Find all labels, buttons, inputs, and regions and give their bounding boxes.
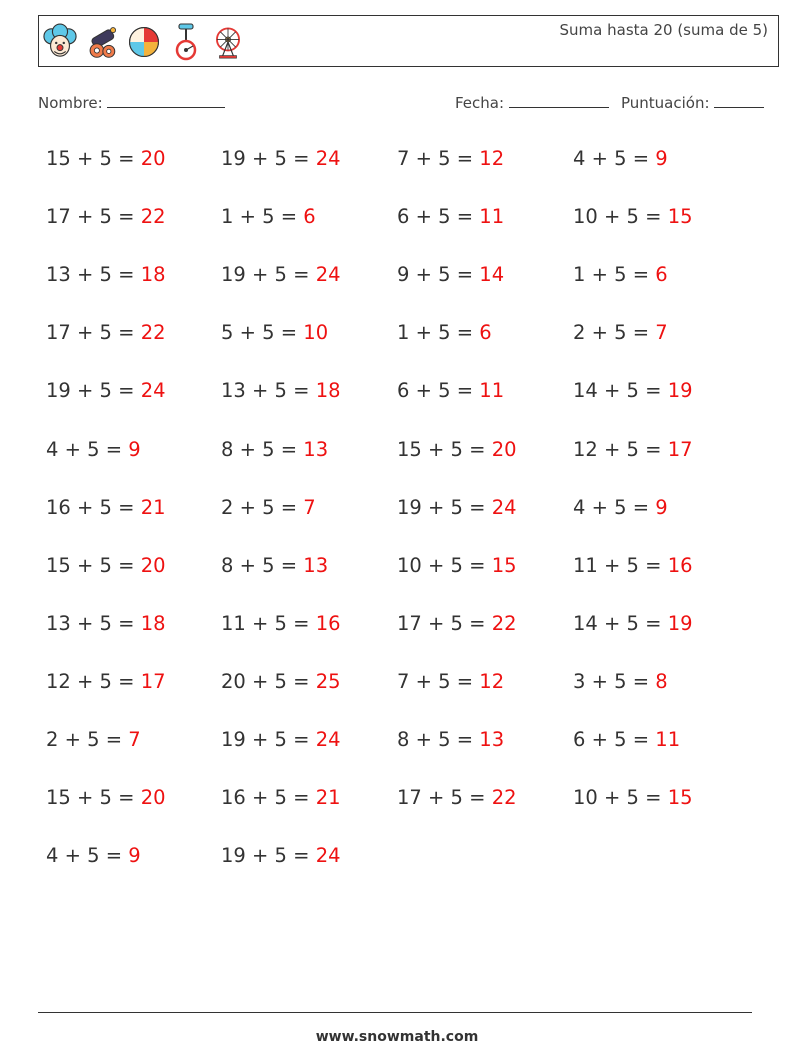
problem-answer: 15 — [491, 553, 517, 577]
problem-answer: 16 — [315, 611, 341, 635]
problem-item — [221, 554, 328, 577]
problem-answer: 13 — [303, 437, 329, 461]
problem-expression: 10 + 5 = — [573, 786, 668, 810]
date-field — [455, 93, 609, 112]
problem-item — [221, 438, 328, 461]
problem-item — [573, 786, 693, 809]
date-label: Fecha: — [455, 94, 505, 112]
problem-item — [397, 321, 492, 344]
problem-answer: 19 — [667, 611, 693, 635]
problem-item — [221, 844, 341, 867]
problem-expression: 17 + 5 = — [46, 205, 141, 229]
problem-expression: 15 + 5 = — [46, 786, 141, 810]
problem-expression: 17 + 5 = — [397, 611, 492, 635]
problem-expression: 1 + 5 = — [397, 321, 480, 345]
problem-answer: 9 — [655, 495, 668, 519]
problem-answer: 22 — [491, 786, 517, 810]
name-field — [38, 93, 225, 112]
problem-item — [46, 379, 166, 402]
footer-url: www.snowmath.com — [315, 1029, 479, 1045]
problem-answer: 18 — [140, 611, 166, 635]
problem-expression: 14 + 5 = — [573, 379, 668, 403]
problem-answer: 25 — [315, 669, 341, 693]
unicycle-icon — [169, 20, 203, 64]
problem-expression: 5 + 5 = — [221, 321, 304, 345]
problem-expression: 7 + 5 = — [397, 147, 480, 170]
score-blank — [714, 93, 764, 108]
problem-expression: 13 + 5 = — [46, 263, 141, 287]
problem-expression: 4 + 5 = — [46, 844, 129, 868]
problem-item — [573, 728, 680, 751]
problem-answer: 13 — [303, 553, 329, 577]
problem-item — [221, 321, 328, 344]
problem-expression: 20 + 5 = — [221, 669, 316, 693]
problem-item — [573, 147, 668, 170]
problem-expression: 12 + 5 = — [46, 669, 141, 693]
problem-answer: 9 — [128, 844, 141, 868]
problem-expression: 8 + 5 = — [221, 437, 304, 461]
problem-answer: 14 — [479, 263, 505, 287]
problem-expression: 4 + 5 = — [46, 437, 129, 461]
problem-item — [397, 786, 517, 809]
problem-item — [573, 554, 693, 577]
problem-answer: 12 — [479, 147, 505, 170]
problem-expression: 15 + 5 = — [46, 147, 141, 170]
problem-answer: 9 — [655, 147, 668, 170]
problem-answer: 24 — [315, 844, 341, 868]
problem-item — [46, 496, 166, 519]
problem-expression: 11 + 5 = — [573, 553, 668, 577]
problem-answer: 20 — [491, 437, 517, 461]
problem-item — [573, 612, 693, 635]
problem-item — [46, 728, 141, 751]
problem-item — [397, 379, 504, 402]
problem-answer: 24 — [315, 728, 341, 751]
problem-item — [573, 496, 668, 519]
problem-item — [573, 321, 668, 344]
problem-expression: 19 + 5 = — [221, 263, 316, 287]
score-field — [621, 93, 764, 112]
problem-answer: 7 — [303, 495, 316, 519]
problem-expression: 19 + 5 = — [221, 147, 316, 170]
problem-answer: 15 — [667, 786, 693, 810]
problem-item — [221, 205, 316, 228]
problem-expression: 1 + 5 = — [221, 205, 304, 229]
problem-item — [573, 205, 693, 228]
problem-expression: 13 + 5 = — [46, 611, 141, 635]
problem-answer: 24 — [315, 263, 341, 287]
problem-answer: 7 — [655, 321, 668, 345]
problem-expression: 10 + 5 = — [573, 205, 668, 229]
problem-expression: 6 + 5 = — [397, 205, 480, 229]
worksheet-header — [38, 15, 779, 67]
problem-answer: 17 — [667, 437, 693, 461]
problem-answer: 22 — [140, 321, 166, 345]
problem-answer: 24 — [315, 147, 341, 170]
problem-expression: 17 + 5 = — [397, 786, 492, 810]
problem-expression: 19 + 5 = — [46, 379, 141, 403]
problem-expression: 1 + 5 = — [573, 263, 656, 287]
problem-answer: 17 — [140, 669, 166, 693]
problem-answer: 20 — [140, 147, 166, 170]
problem-expression: 19 + 5 = — [221, 728, 316, 751]
problem-item — [397, 147, 504, 170]
problem-answer: 9 — [128, 437, 141, 461]
problem-answer: 18 — [140, 263, 166, 287]
problem-expression: 19 + 5 = — [221, 844, 316, 868]
problem-expression: 10 + 5 = — [397, 553, 492, 577]
problem-expression: 9 + 5 = — [397, 263, 480, 287]
icon-strip — [43, 20, 245, 64]
footer-divider — [38, 1012, 752, 1013]
problem-item — [397, 438, 517, 461]
problem-item — [397, 496, 517, 519]
problem-expression: 2 + 5 = — [221, 495, 304, 519]
problem-item — [397, 728, 504, 751]
problem-answer: 6 — [479, 321, 492, 345]
problem-expression: 8 + 5 = — [397, 728, 480, 751]
problem-answer: 12 — [479, 669, 505, 693]
problem-item — [573, 438, 693, 461]
cannon-icon — [85, 20, 119, 64]
problem-answer: 7 — [128, 728, 141, 751]
ferris-wheel-icon — [211, 20, 245, 64]
beach-ball-icon — [127, 20, 161, 64]
problem-expression: 16 + 5 = — [46, 495, 141, 519]
problem-answer: 18 — [315, 379, 341, 403]
problem-answer: 8 — [655, 669, 668, 693]
problem-item — [221, 147, 341, 170]
problem-item — [221, 379, 341, 402]
problem-expression: 6 + 5 = — [397, 379, 480, 403]
problem-item — [46, 321, 166, 344]
problem-answer: 10 — [303, 321, 329, 345]
problem-item — [221, 786, 341, 809]
problem-expression: 17 + 5 = — [46, 321, 141, 345]
problem-item — [397, 612, 517, 635]
problem-item — [221, 612, 341, 635]
problem-expression: 14 + 5 = — [573, 611, 668, 635]
problem-answer: 19 — [667, 379, 693, 403]
problem-expression: 2 + 5 = — [46, 728, 129, 751]
problem-answer: 11 — [479, 379, 505, 403]
clown-icon — [43, 20, 77, 64]
problem-item — [221, 263, 341, 286]
problem-answer: 20 — [140, 553, 166, 577]
problem-expression: 11 + 5 = — [221, 611, 316, 635]
problem-answer: 21 — [315, 786, 341, 810]
worksheet-title: Suma hasta 20 (suma de 5) — [559, 21, 768, 39]
problem-expression: 6 + 5 = — [573, 728, 656, 751]
problem-answer: 20 — [140, 786, 166, 810]
problem-expression: 12 + 5 = — [573, 437, 668, 461]
problem-item — [221, 496, 316, 519]
problem-item — [46, 554, 166, 577]
problem-item — [46, 612, 166, 635]
problem-item — [221, 670, 341, 693]
problem-item — [573, 670, 668, 693]
problem-item — [46, 205, 166, 228]
name-label: Nombre: — [38, 94, 103, 112]
problem-expression: 13 + 5 = — [221, 379, 316, 403]
problem-expression: 15 + 5 = — [46, 553, 141, 577]
problem-answer: 15 — [667, 205, 693, 229]
problem-expression: 2 + 5 = — [573, 321, 656, 345]
problem-item — [46, 786, 166, 809]
problem-answer: 6 — [655, 263, 668, 287]
problem-expression: 4 + 5 = — [573, 495, 656, 519]
problem-expression: 7 + 5 = — [397, 669, 480, 693]
problem-answer: 16 — [667, 553, 693, 577]
problem-expression: 3 + 5 = — [573, 669, 656, 693]
problem-item — [397, 670, 504, 693]
problem-item — [46, 670, 166, 693]
problem-item — [46, 147, 166, 170]
problem-answer: 6 — [303, 205, 316, 229]
problem-answer: 11 — [655, 728, 681, 751]
problem-item — [397, 205, 504, 228]
problem-answer: 13 — [479, 728, 505, 751]
date-blank — [509, 93, 609, 108]
problem-item — [573, 379, 693, 402]
problem-item — [573, 263, 668, 286]
name-blank — [107, 93, 225, 108]
problem-answer: 22 — [491, 611, 517, 635]
problem-item — [46, 844, 141, 867]
problem-item — [397, 263, 504, 286]
problem-answer: 24 — [140, 379, 166, 403]
problem-expression: 16 + 5 = — [221, 786, 316, 810]
problem-answer: 11 — [479, 205, 505, 229]
problem-expression: 15 + 5 = — [397, 437, 492, 461]
problem-item — [46, 263, 166, 286]
problem-item — [46, 438, 141, 461]
problem-expression: 19 + 5 = — [397, 495, 492, 519]
problem-item — [221, 728, 341, 751]
score-label: Puntuación: — [621, 94, 710, 112]
problem-expression: 8 + 5 = — [221, 553, 304, 577]
problem-expression: 4 + 5 = — [573, 147, 656, 170]
problem-answer: 21 — [140, 495, 166, 519]
problem-answer: 22 — [140, 205, 166, 229]
problem-answer: 24 — [491, 495, 517, 519]
problem-item — [397, 554, 517, 577]
